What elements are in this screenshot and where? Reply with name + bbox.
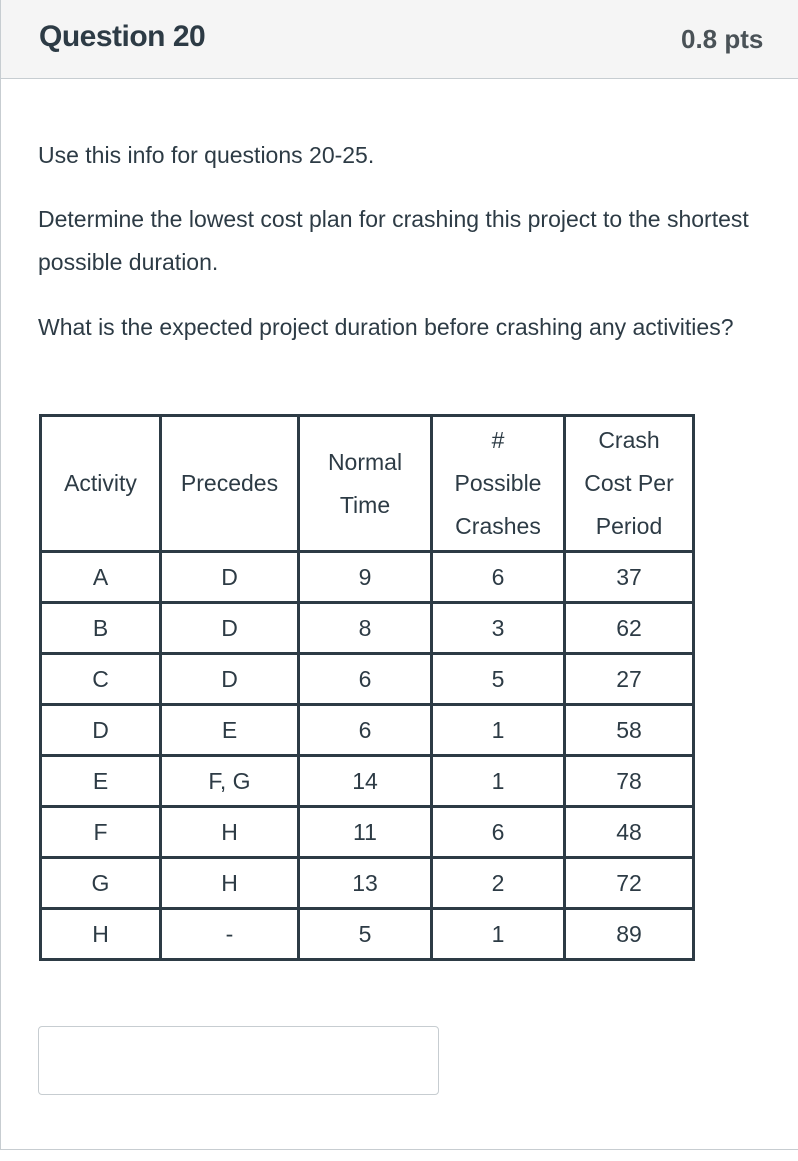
table-cell: F [41,807,161,858]
table-row [41,756,694,807]
table-cell: 27 [565,654,694,705]
header-precedes: Precedes [161,416,299,552]
table-cell: 9 [299,552,432,603]
table-cell: G [41,858,161,909]
answer-input[interactable] [38,1026,439,1095]
table-row [41,705,694,756]
table-cell: D [161,552,299,603]
table-cell: 6 [432,807,565,858]
table-cell: 1 [432,705,565,756]
question-text: What is the expected project duration before crashing any activities? [38,314,734,340]
table-cell: 1 [432,909,565,960]
table-row [41,807,694,858]
table-cell: 3 [432,603,565,654]
question-header [1,0,798,79]
table-cell: E [41,756,161,807]
table-row [41,858,694,909]
table-row [41,603,694,654]
table-cell: 6 [432,552,565,603]
table-cell: H [161,807,299,858]
table-cell: H [41,909,161,960]
table-cell: 89 [565,909,694,960]
intro-text: Use this info for questions 20-25. [38,142,375,168]
table-cell: D [41,705,161,756]
table-cell: 58 [565,705,694,756]
table-cell: H [161,858,299,909]
table-row [41,909,694,960]
table-cell: 62 [565,603,694,654]
header-possible-crashes: # Possible Crashes [432,416,565,552]
table-header-row [41,416,694,552]
table-cell: 2 [432,858,565,909]
table-cell: 13 [299,858,432,909]
question-points: 0.8 pts [681,24,764,54]
table-cell: 37 [565,552,694,603]
question-title: Question 20 [39,20,206,53]
table-cell: A [41,552,161,603]
table-row [41,552,694,603]
table-cell: 48 [565,807,694,858]
table-cell: B [41,603,161,654]
table-cell: E [161,705,299,756]
table-cell: C [41,654,161,705]
table-cell: 72 [565,858,694,909]
table-cell: D [161,603,299,654]
header-crash-cost: Crash Cost Per Period [565,416,694,552]
table-cell: 11 [299,807,432,858]
table-cell: 5 [299,909,432,960]
table-row [41,654,694,705]
table-cell: 5 [432,654,565,705]
table-cell: 1 [432,756,565,807]
header-activity: Activity [41,416,161,552]
activity-table [39,414,695,961]
table-cell: - [161,909,299,960]
header-normal-time: Normal Time [299,416,432,552]
table-cell: F, G [161,756,299,807]
table-cell: 8 [299,603,432,654]
table-cell: 6 [299,654,432,705]
instruction-text: Determine the lowest cost plan for crashing this project to the shortest possible duration. [38,206,749,275]
table-cell: 6 [299,705,432,756]
table-cell: D [161,654,299,705]
table-cell: 78 [565,756,694,807]
table-cell: 14 [299,756,432,807]
